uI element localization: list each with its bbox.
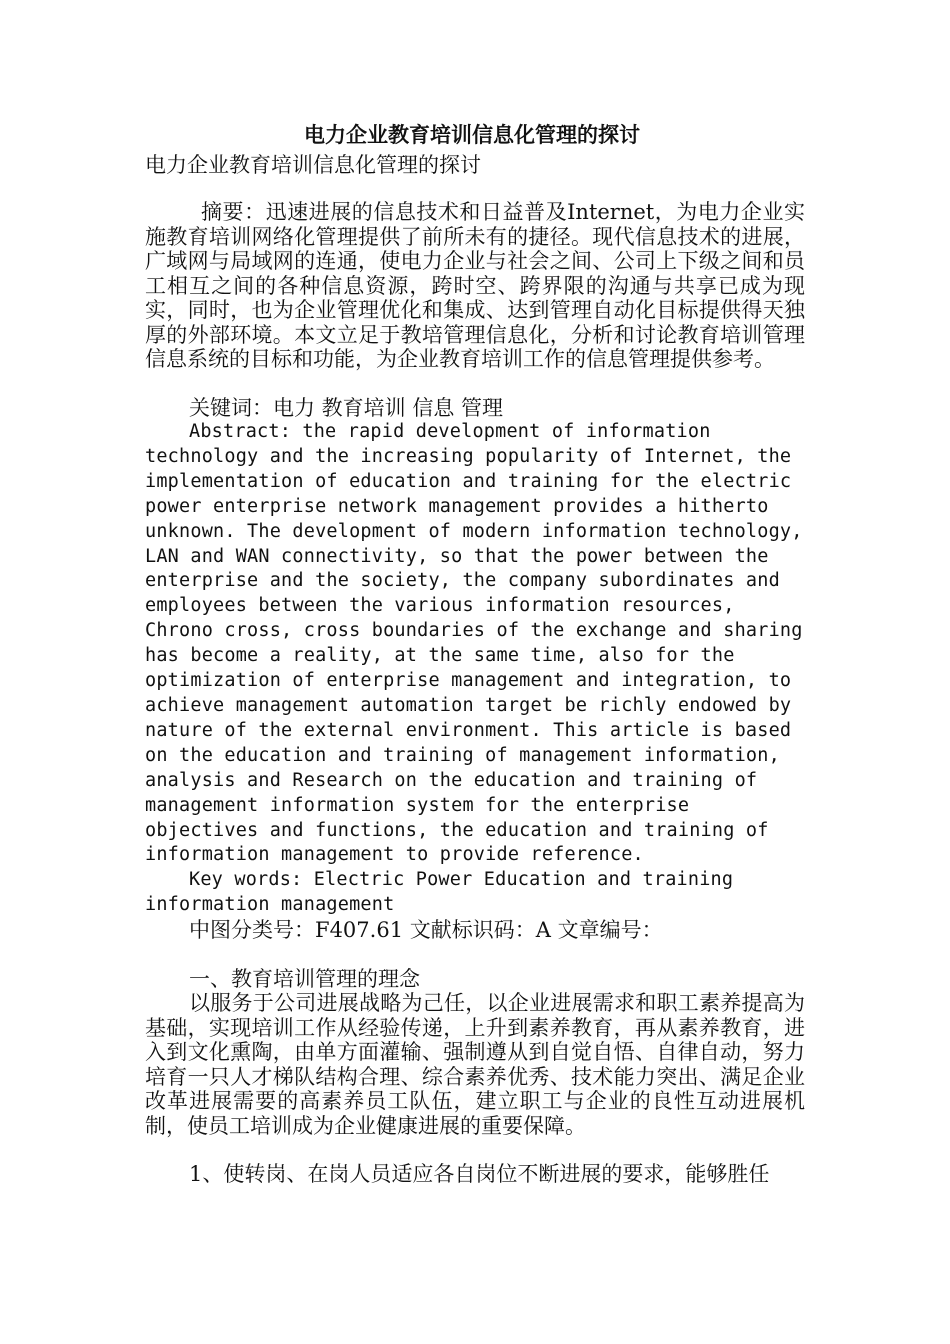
- spacer: [145, 180, 805, 200]
- section1-heading: 一、教育培训管理的理念: [189, 966, 420, 991]
- keywords-cn: 关键词：电力 教育培训 信息 管理: [189, 395, 504, 420]
- spacer: [145, 1138, 805, 1162]
- spacer: [145, 943, 805, 967]
- document-subtitle: 电力企业教育培训信息化管理的探讨: [145, 153, 481, 177]
- spacer: [145, 372, 805, 396]
- list-item-1: 1、使转岗、在岗人员适应各自岗位不断进展的要求，能够胜任: [189, 1162, 770, 1187]
- classification: 中图分类号：F407.61 文献标识码：A 文章编号：: [189, 918, 663, 943]
- document-title: 电力企业教育培训信息化管理的探讨: [304, 122, 640, 147]
- section1-body: 以服务于公司进展战略为己任，以企业进展需求和职工素养提高为基础，实现培训工作从经验传递，上升到素养教育，再从素养教育，进入到文化熏陶，由单方面灌输、强制遵从到自觉自悟、自律自动，努力培育一只人才梯队结构合理、综合素养优秀、技术能力突出、满足企业改革进展需要的高素养员工队伍，建立职工与企业的良性互动进展机制，使员工培训成为企业健康进展的重要保障。: [145, 991, 805, 1138]
- keywords-en: Key words: Electric Power Education and training information management: [145, 869, 734, 916]
- document-page: [145, 120, 805, 1187]
- abstract-cn: 摘要：迅速进展的信息技术和日益普及Internet，为电力企业实施教育培训网络化管理提供了前所未有的捷径。现代信息技术的进展，广域网与局域网的连通，使电力企业与社会之间、公司上下级之间和员工相互之间的各种信息资源，跨时空、跨界限的沟通与共享已成为现实，同时，也为企业管理优化和集成、达到管理自动化目标提供得天独厚的外部环境。本文立足于教培管理信息化，分析和讨论教育培训管理信息系统的目标和功能，为企业教育培训工作的信息管理提供参考。: [145, 200, 805, 371]
- abstract-en: Abstract: the rapid development of information technology and the increasing popularity of Internet, the implementation of education and training for the electric power enterprise network management provides a hitherto unknown. The development of modern information technology, LAN and WAN connectivity, so that the power between the enterprise and the society, the company subordinates and employees between the various information resources, Chrono cross, cross boundaries of the exchange and sharing has become a reality, at the same time, also for the optimization of enterprise management and integration, to achieve management automation target be richly endowed by nature of the external environment. This article is based on the education and training of management information, analysis and Research on the education and training of management information system for the enterprise objectives and functions, the education and training of information management to provide reference.: [145, 421, 803, 866]
